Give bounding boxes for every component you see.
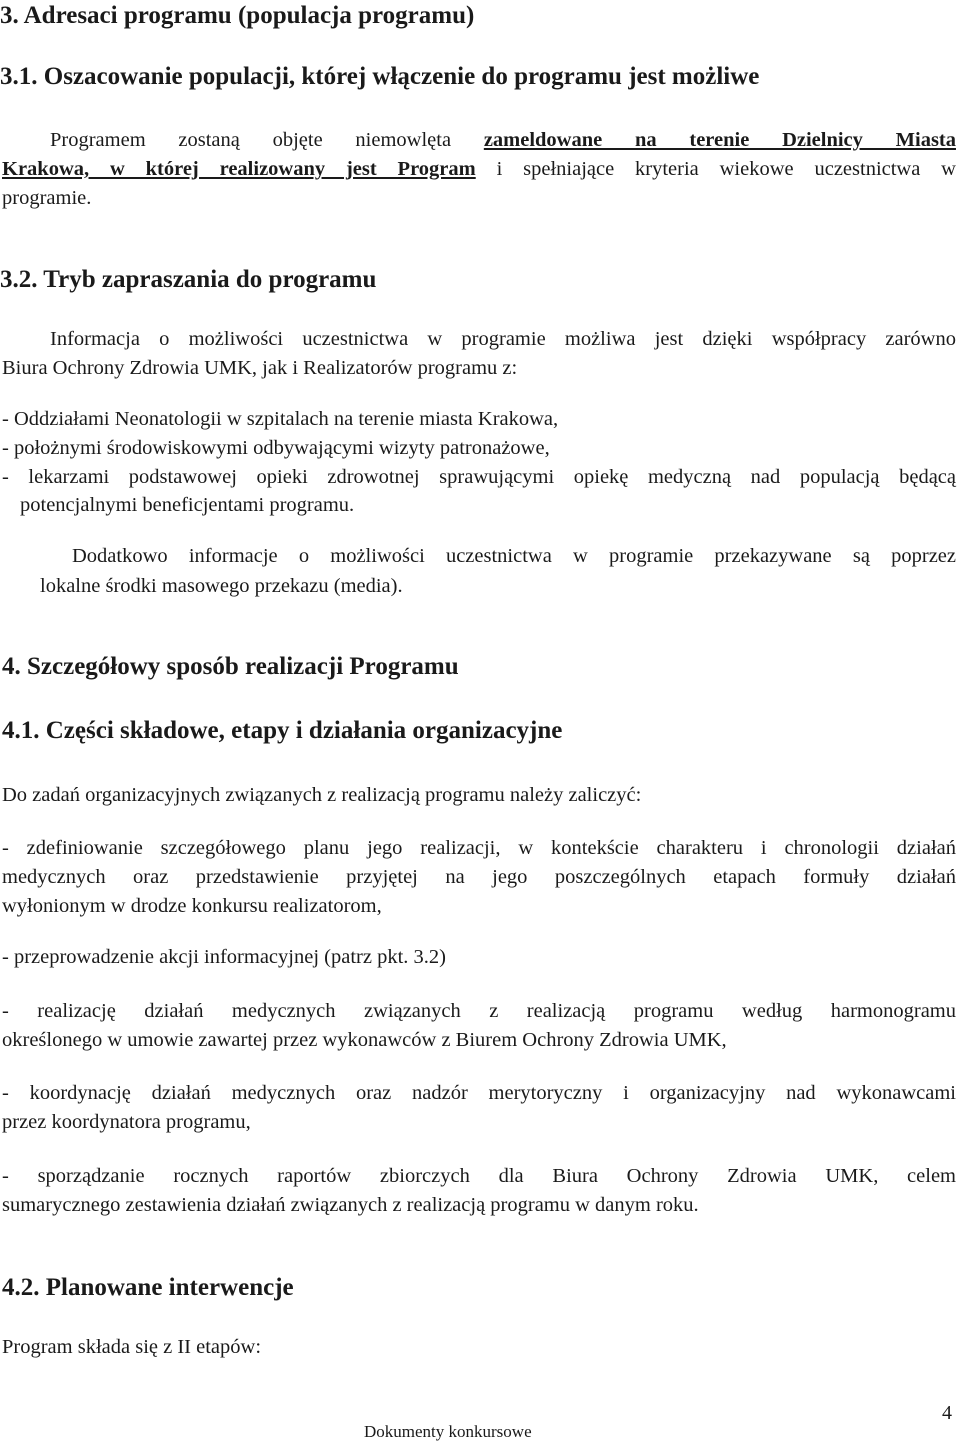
- list-item-continuation: przez koordynatora programu,: [2, 1111, 251, 1133]
- list-item: - lekarzami podstawowej opieki zdrowotnej sprawującymi opiekę medyczną nad populacją będącą: [2, 466, 956, 488]
- text: i spełniające kryteria wiekowe uczestnictwa w: [475, 158, 956, 180]
- list-item: - koordynację działań medycznych oraz nadzór merytoryczny i organizacyjny nad wykonawcami: [2, 1082, 956, 1104]
- section-4-1-intro: Do zadań organizacyjnych związanych z realizacją programu należy zaliczyć:: [2, 784, 642, 806]
- section-3-1-heading: 3.1. Oszacowanie populacji, której włączenie do programu jest możliwe: [0, 63, 760, 90]
- section-3-2-para-2-line-1: Dodatkowo informacje o możliwości uczestnictwa w programie przekazywane są poprzez: [72, 545, 956, 567]
- section-3-2-para-2-line-2: lokalne środki masowego przekazu (media).: [40, 575, 403, 597]
- section-3-2-para-1-line-1: Informacja o możliwości uczestnictwa w programie możliwa jest dzięki współpracy zarówno: [50, 328, 956, 350]
- list-item: - Oddziałami Neonatologii w szpitalach na terenie miasta Krakowa,: [2, 408, 559, 430]
- section-3-2-heading: 3.2. Tryb zapraszania do programu: [0, 266, 377, 293]
- list-item-continuation: wyłonionym w drodze konkursu realizatorom,: [2, 895, 382, 917]
- list-item: - realizację działań medycznych związanych z realizacją programu według harmonogramu: [2, 1000, 956, 1022]
- underlined-text: zameldowane na terenie Dzielnicy Miasta: [483, 129, 956, 151]
- list-item: - sporządzanie rocznych raportów zbiorczych dla Biura Ochrony Zdrowia UMK, celem: [2, 1165, 956, 1187]
- list-item-continuation: sumarycznego zestawienia działań związanych z realizacją programu w danym roku.: [2, 1194, 699, 1216]
- text: Programem zostaną objęte niemowlęta: [50, 129, 484, 151]
- list-item-continuation: potencjalnymi beneficjentami programu.: [20, 494, 355, 516]
- list-item-continuation: medycznych oraz przedstawienie przyjętej na jego poszczególnych etapach formuły działań: [2, 866, 956, 888]
- section-3-1-line-2: [2, 154, 956, 184]
- section-4-1-heading: 4.1. Części składowe, etapy i działania organizacyjne: [2, 717, 563, 744]
- section-4-heading: 4. Szczegółowy sposób realizacji Programu: [2, 653, 459, 680]
- section-3-heading: 3. Adresaci programu (populacja programu): [0, 2, 475, 29]
- section-3-1-line-3: programie.: [2, 187, 92, 209]
- list-item: - zdefiniowanie szczegółowego planu jego realizacji, w kontekście charakteru i chronologii działań: [2, 837, 956, 859]
- section-4-2-intro: Program składa się z II etapów:: [2, 1336, 262, 1358]
- section-4-2-heading: 4.2. Planowane interwencje: [2, 1274, 294, 1301]
- list-item: - położnymi środowiskowymi odbywającymi wizyty patronażowe,: [2, 437, 550, 459]
- page-number: 4: [942, 1402, 952, 1424]
- underlined-text: Krakowa, w której realizowany jest Program: [2, 158, 476, 180]
- list-item-continuation: określonego w umowie zawartej przez wykonawców z Biurem Ochrony Zdrowia UMK,: [2, 1029, 727, 1051]
- list-item: - przeprowadzenie akcji informacyjnej (patrz pkt. 3.2): [2, 946, 446, 968]
- section-3-1-line-1: [50, 125, 956, 155]
- footer-label: Dokumenty konkursowe: [364, 1422, 532, 1441]
- section-3-2-para-1-line-2: Biura Ochrony Zdrowia UMK, jak i Realizatorów programu z:: [2, 357, 518, 379]
